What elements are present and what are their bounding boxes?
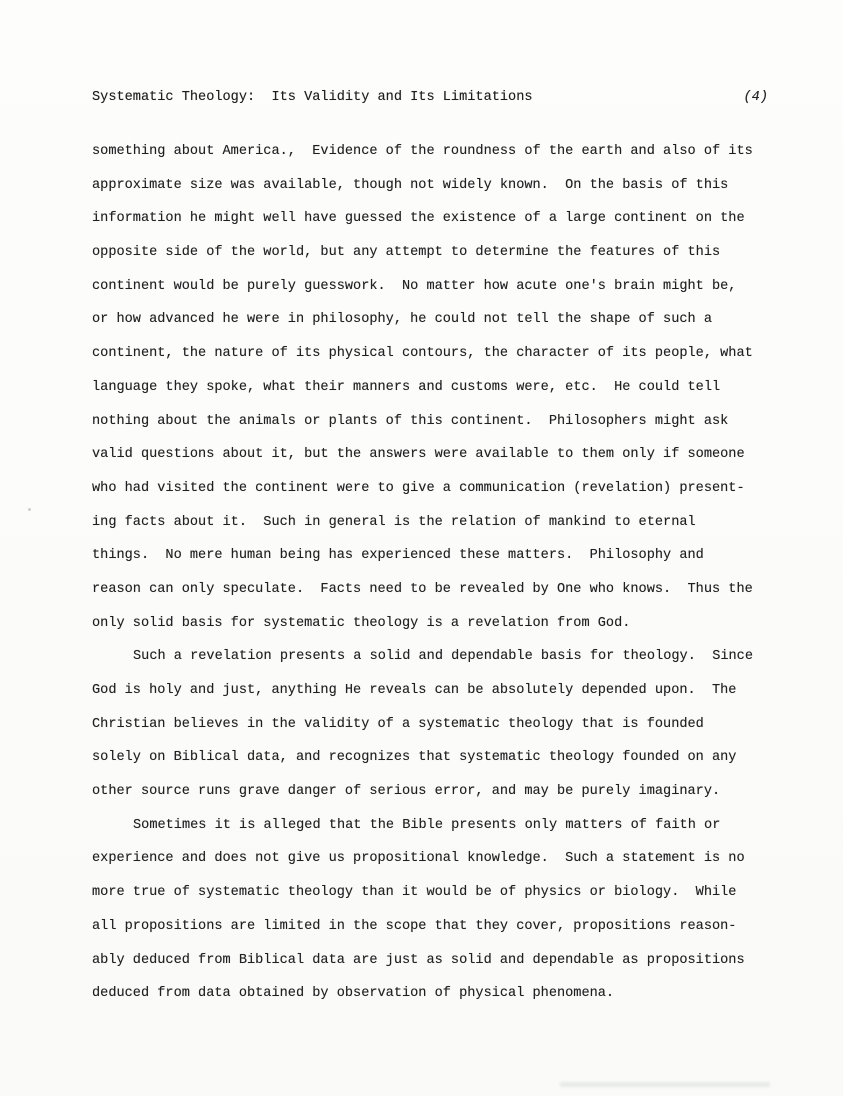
- text-line: Sometimes it is alleged that the Bible presents only matters of faith or: [133, 817, 721, 833]
- text-line: valid questions about it, but the answers were available to them only if someone: [92, 447, 745, 463]
- scan-speck-artifact: [28, 508, 31, 511]
- text-line: deduced from data obtained by observation of physical phenomena.: [92, 986, 615, 1002]
- text-line: all propositions are limited in the scope that they cover, propositions reason-: [92, 918, 737, 934]
- text-line: more true of systematic theology than it would be of physics or biology. While: [92, 885, 737, 901]
- text-line: only solid basis for systematic theology is a revelation from God.: [92, 615, 631, 631]
- text-line: nothing about the animals or plants of this continent. Philosophers might ask: [92, 413, 729, 429]
- text-line: or how advanced he were in philosophy, he could not tell the shape of such a: [92, 312, 712, 328]
- text-line: ing facts about it. Such in general is the relation of mankind to eternal: [92, 514, 696, 530]
- text-line: information he might well have guessed the existence of a large continent on the: [92, 211, 745, 227]
- text-line: Such a revelation presents a solid and dependable basis for theology. Since: [133, 649, 753, 665]
- scan-smudge-artifact: [560, 1082, 770, 1087]
- text-line: Christian believes in the validity of a systematic theology that is founded: [92, 716, 704, 732]
- text-line: things. No mere human being has experienced these matters. Philosophy and: [92, 548, 704, 564]
- page-header: [92, 90, 768, 105]
- document-body: [92, 135, 792, 1011]
- document-title: Systematic Theology: Its Validity and Its Limitations: [92, 90, 533, 105]
- text-line: language they spoke, what their manners and customs were, etc. He could tell: [92, 379, 721, 395]
- text-line: approximate size was available, though not widely known. On the basis of this: [92, 177, 729, 193]
- text-line: continent would be purely guesswork. No matter how acute one's brain might be,: [92, 278, 737, 294]
- text-line: opposite side of the world, but any attempt to determine the features of this: [92, 245, 721, 261]
- text-line: continent, the nature of its physical contours, the character of its people, what: [92, 346, 753, 362]
- text-line: solely on Biblical data, and recognizes that systematic theology founded on any: [92, 750, 737, 766]
- text-line: ably deduced from Biblical data are just as solid and dependable as propositions: [92, 952, 745, 968]
- text-line: something about America., Evidence of the roundness of the earth and also of its: [92, 144, 753, 159]
- text-line: God is holy and just, anything He reveals can be absolutely depended upon. The: [92, 683, 737, 698]
- text-line: other source runs grave danger of serious error, and may be purely imaginary.: [92, 784, 721, 800]
- text-line: reason can only speculate. Facts need to be revealed by One who knows. Thus the: [92, 581, 753, 597]
- text-line: who had visited the continent were to give a communication (revelation) present-: [92, 480, 745, 496]
- text-line: experience and does not give us propositional knowledge. Such a statement is no: [92, 851, 745, 867]
- page-number: (4): [743, 90, 768, 105]
